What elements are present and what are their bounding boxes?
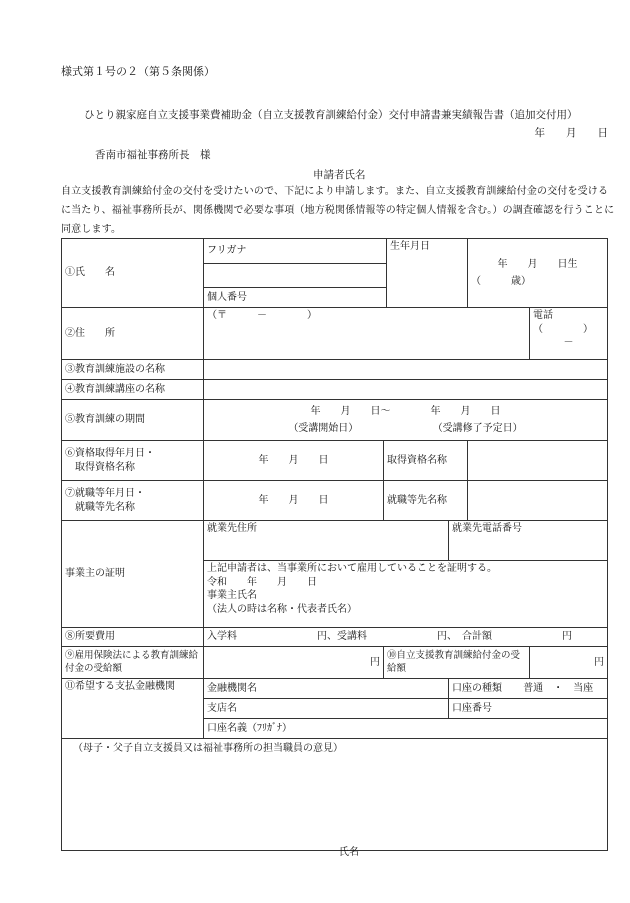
form-number: 様式第１号の２（第５条関係） (61, 65, 215, 78)
period-start-note: （受講開始日） (288, 422, 359, 434)
qualification-name-input[interactable] (468, 441, 608, 481)
account-type[interactable] (449, 679, 608, 699)
account-holder[interactable]: 口座名義（ﾌﾘｶﾞﾅ） (204, 719, 608, 739)
age-value: （ 歳） (471, 276, 531, 287)
qualification-name-label: 取得資格名称 (384, 441, 468, 481)
opinion-box[interactable] (62, 739, 608, 851)
address-label: ②住 所 (62, 308, 204, 360)
employer-certification-label: 事業主の証明 (62, 521, 204, 628)
employer-cert-text: 上記申請者は、当事業所において雇用していることを証明する。 (207, 563, 497, 574)
qualification-date[interactable]: 年 月 日 (204, 441, 384, 481)
employment-date[interactable]: 年 月 日 (204, 481, 384, 521)
facility-input[interactable] (204, 360, 608, 380)
name-label: ①氏 名 (62, 239, 204, 308)
cost-label: ⑧所要費用 (62, 628, 204, 647)
employment-name-label: 就職等先名称 (384, 481, 468, 521)
course-label: ④教育訓練講座の名称 (62, 380, 204, 400)
birth-label: 生年月日 (387, 239, 468, 308)
account-type-label: 口座の種類 (452, 682, 502, 694)
employment-label-2: 就職等先名称 (75, 501, 135, 513)
addressee: 香南市福祉事務所長 様 (95, 149, 211, 161)
birth-value: 年 月 日生 (497, 258, 578, 270)
postal-code[interactable]: （〒 － ） (204, 308, 530, 360)
qualification-label (62, 441, 204, 481)
phone-dash: － (563, 337, 574, 348)
insurance-benefit-amount[interactable]: 円 (204, 647, 384, 679)
qualification-label-2: 取得資格名称 (75, 461, 135, 473)
bank-label: ⑪希望する支払金融機関 (62, 679, 204, 739)
phone-field[interactable] (530, 308, 608, 360)
employer-cert-date: 令和 年 月 日 (207, 576, 317, 588)
birth-field[interactable] (468, 239, 608, 308)
phone-label: 電話（ ） (533, 310, 593, 335)
cost-values[interactable]: 入学料 円、受講料 円、 合計額 円 (204, 628, 608, 647)
form-title: ひとり親家庭自立支援事業費補助金（自立支援教育訓練給付金）交付申請書兼実績報告書（追加交付用） (84, 109, 578, 121)
employer-address[interactable]: 就業先住所 (204, 521, 449, 561)
employment-label-1: ⑦就職等年月日・ (65, 488, 145, 499)
name-input[interactable] (204, 264, 387, 288)
qualification-label-1: ⑥資格取得年月日・ (65, 448, 155, 459)
period-notes (207, 422, 604, 436)
account-type-value: 普通 ・ 当座 (523, 682, 594, 694)
employment-label (62, 481, 204, 521)
applicant-name-label: 申請者氏名 (313, 169, 366, 181)
account-number[interactable]: 口座番号 (449, 699, 608, 719)
period-field[interactable] (204, 400, 608, 441)
branch-name[interactable]: 支店名 (204, 699, 449, 719)
employer-phone[interactable]: 就業先電話番号 (449, 521, 608, 561)
opinion-label: （母子・父子自立支援員又は福祉事務所の担当職員の意見） (73, 743, 343, 754)
date-line: 年 月 日 (534, 127, 608, 139)
signature-label: 氏名 (339, 847, 359, 858)
bank-name[interactable]: 金融機関名 (204, 679, 449, 699)
employer-owner-label: 事業主氏名 (207, 590, 257, 601)
independence-benefit-label: ⑩自立支援教育訓練給付金の受給額 (384, 647, 530, 679)
period-dates: 年 月 日～ 年 月 日 (310, 406, 501, 417)
facility-label: ③教育訓練施設の名称 (62, 360, 204, 380)
employer-owner-note: （法人の時は名称・代表者氏名） (207, 603, 357, 615)
employment-name-input[interactable] (468, 481, 608, 521)
employer-certification[interactable] (204, 561, 608, 628)
application-form-table (61, 238, 608, 851)
insurance-benefit-label: ⑨雇用保険法による教育訓練給付金の受給額 (62, 647, 204, 679)
independence-benefit-amount[interactable]: 円 (530, 647, 608, 679)
intro-text: 自立支援教育訓練給付金の交付を受けたいので、下記により申請します。また、自立支援教育訓練給付金の交付を受けるに当たり、福祉事務所長が、関係機関で必要な事項（地方税関係情報等の特定個人情報を含む。）の調査確認を行うことに同意します。 (61, 186, 615, 235)
period-end-note: （受講修了予定日） (432, 422, 523, 434)
course-input[interactable] (204, 380, 608, 400)
period-label: ⑤教育訓練の期間 (62, 400, 204, 441)
mynumber-label[interactable]: 個人番号 (204, 288, 387, 308)
furigana-label[interactable]: フリガナ (204, 239, 387, 264)
